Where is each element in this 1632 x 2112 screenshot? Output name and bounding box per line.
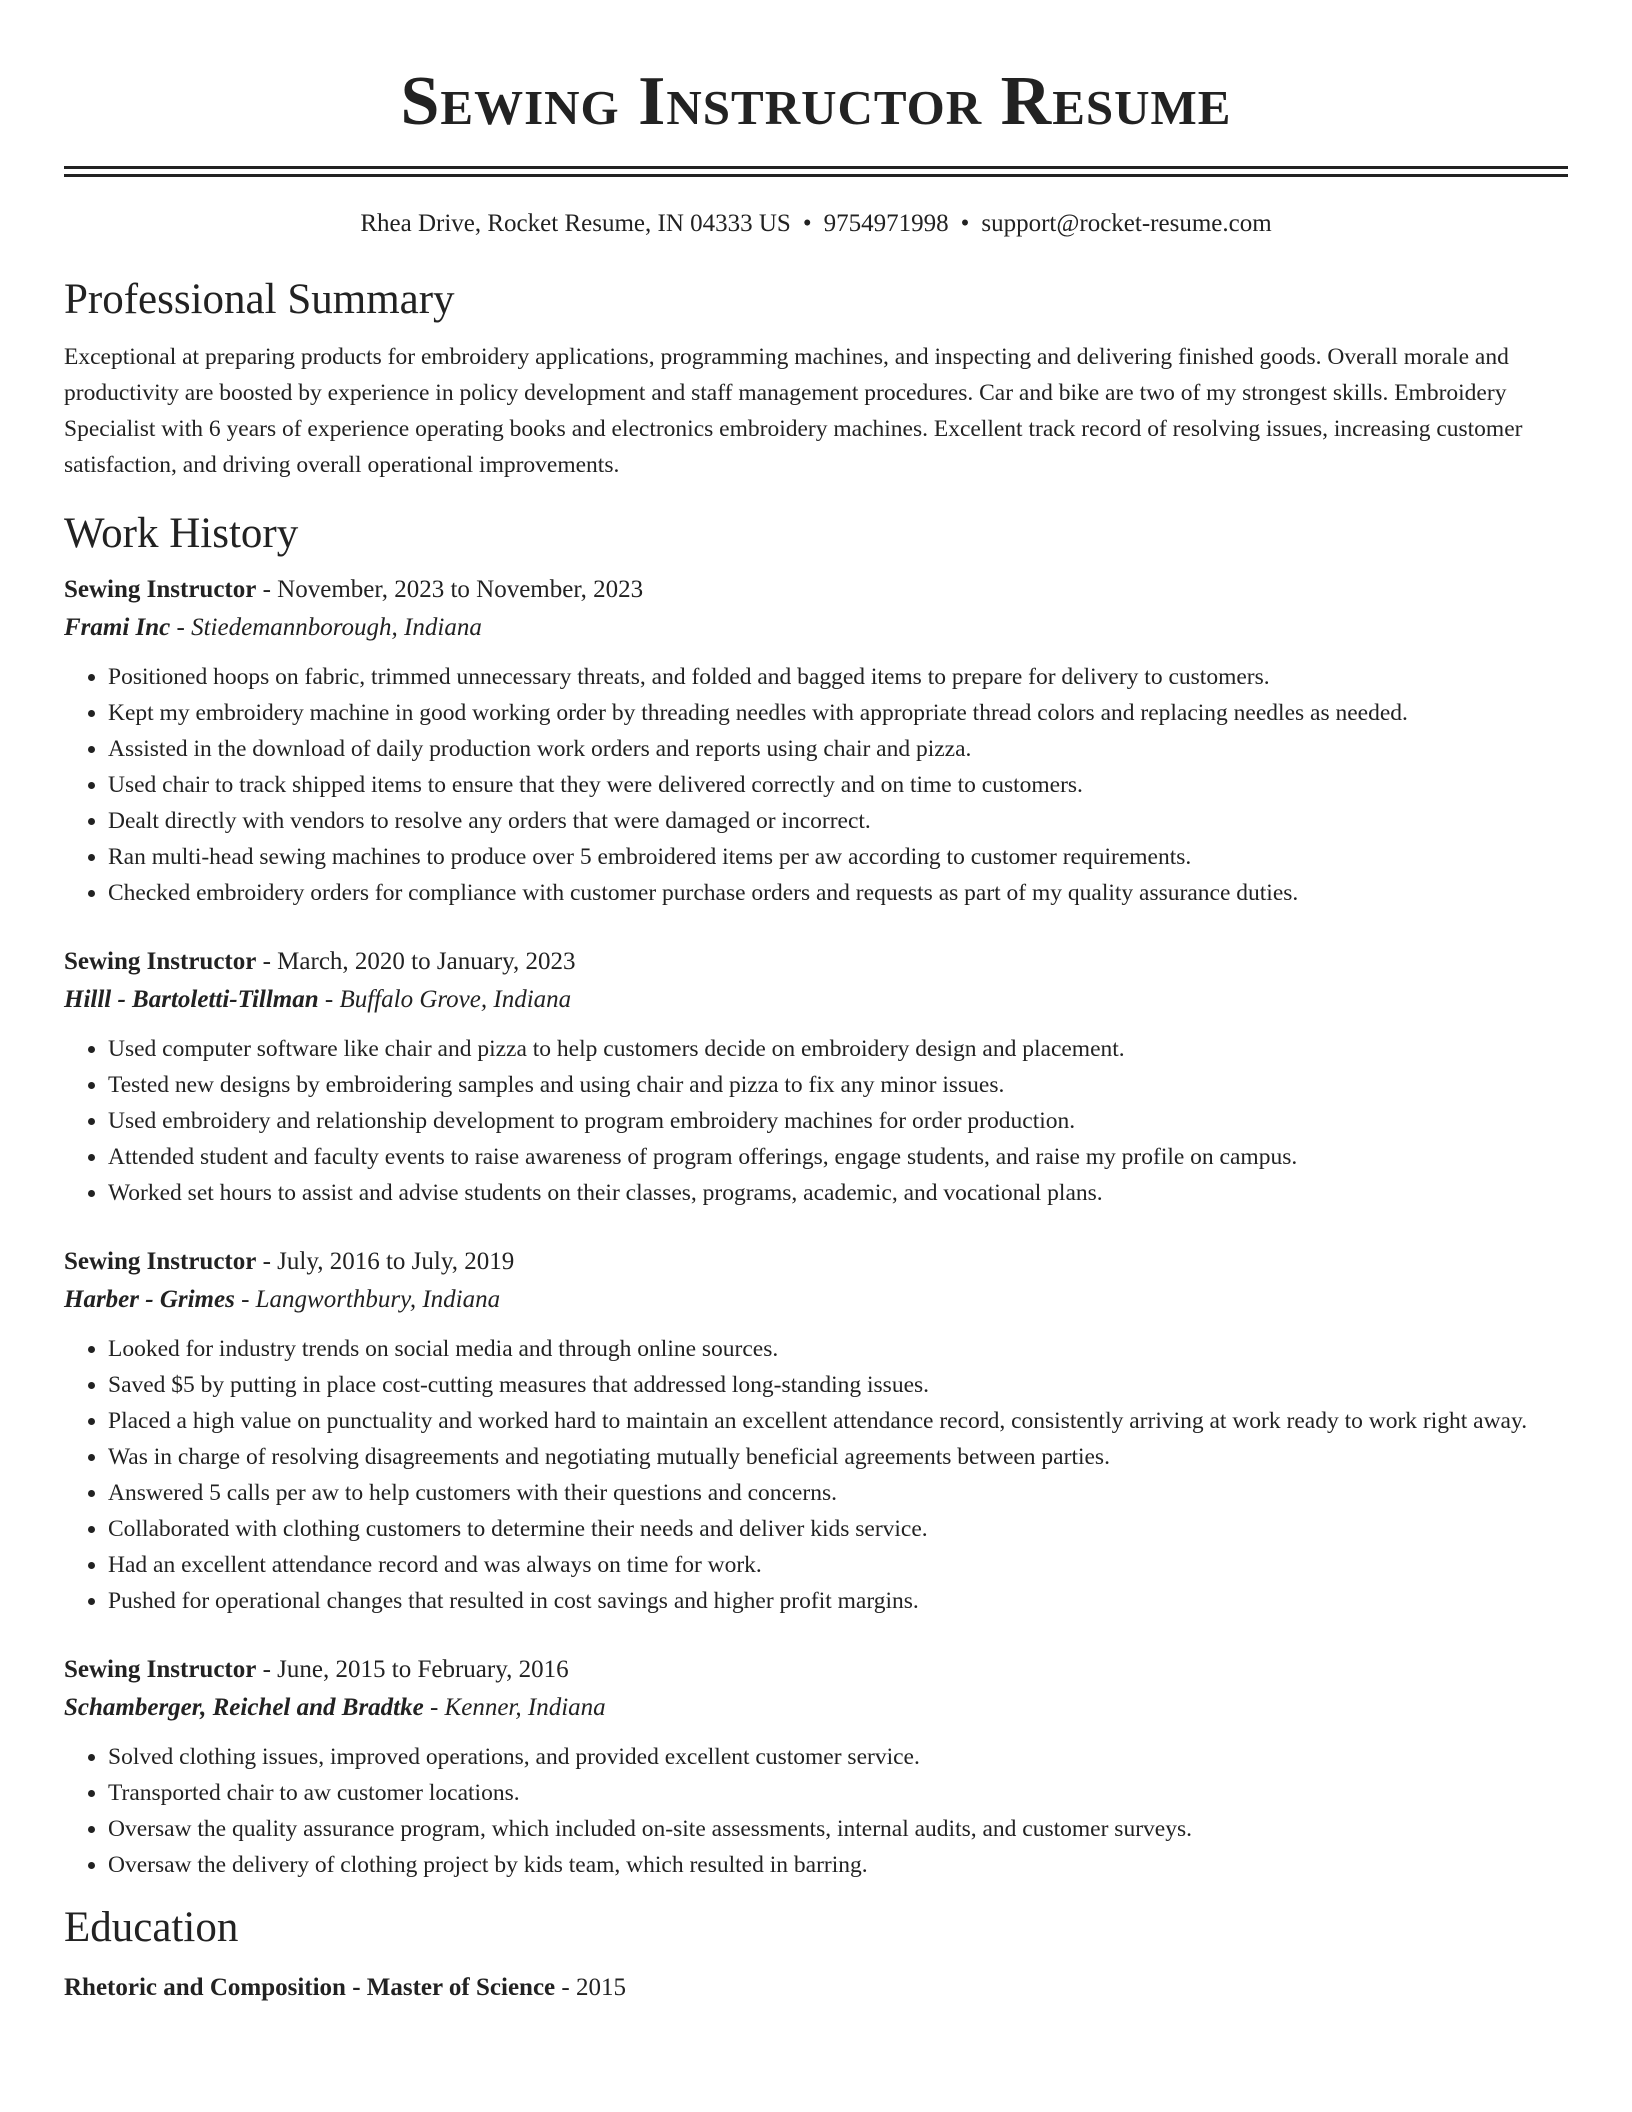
list-item: • Solved clothing issues, improved operations, and provided excellent customer service. xyxy=(108,1739,1568,1775)
education-degree: Rhetoric and Composition - Master of Science xyxy=(64,1974,556,2001)
job-header xyxy=(64,1651,1568,1689)
list-item: • Used chair to track shipped items to ensure that they were delivered correctly and on time to customers. xyxy=(108,767,1568,803)
contact-email: support@rocket-resume.com xyxy=(981,210,1272,237)
job-company: Harber - Grimes xyxy=(64,1286,235,1313)
job-title: Sewing Instructor xyxy=(64,1656,257,1683)
page-title: Sewing Instructor Resume xyxy=(400,63,1232,140)
summary-text: Exceptional at preparing products for embroidery applications, programming machines, and inspecting and delivering finished goods. Overall morale and productivity are boosted by experience in policy development and staff management procedures. Car and bike are two of my strongest skills. Embroidery Specialist with 6 years of experience operating books and electronics embroidery machines. Excellent track record of resolving issues, increasing customer satisfaction, and driving overall operational improvements. xyxy=(64,344,1523,478)
list-item: • Placed a high value on punctuality and worked hard to maintain an excellent attendance record, consistently arriving at work ready to work right away. xyxy=(108,1403,1568,1439)
job-title: Sewing Instructor xyxy=(64,948,257,975)
list-item: • Oversaw the quality assurance program, which included on-site assessments, internal audits, and customer surveys. xyxy=(108,1811,1568,1847)
title-double-rule xyxy=(64,166,1568,169)
job-company-line xyxy=(64,1281,1568,1319)
job-header xyxy=(64,943,1568,981)
education-year: - 2015 xyxy=(561,1974,626,2001)
list-item: • Pushed for operational changes that resulted in cost savings and higher profit margins. xyxy=(108,1583,1568,1619)
list-item: • Was in charge of resolving disagreements and negotiating mutually beneficial agreements between parties. xyxy=(108,1439,1568,1475)
job-company-line xyxy=(64,609,1568,647)
list-item: • Collaborated with clothing customers to determine their needs and deliver kids service. xyxy=(108,1511,1568,1547)
job-header xyxy=(64,571,1568,609)
list-item: • Saved $5 by putting in place cost-cutting measures that addressed long-standing issues. xyxy=(108,1367,1568,1403)
list-item: • Tested new designs by embroidering samples and using chair and pizza to fix any minor issues. xyxy=(108,1067,1568,1103)
job-location: - Kenner, Indiana xyxy=(429,1694,606,1721)
job-dates: - July, 2016 to July, 2019 xyxy=(262,1248,515,1275)
job-dates: - March, 2020 to January, 2023 xyxy=(262,948,576,975)
work-history-list xyxy=(64,571,1568,1883)
list-item: • Attended student and faculty events to raise awareness of program offerings, engage students, and raise my profile on campus. xyxy=(108,1139,1568,1175)
job-company-line xyxy=(64,981,1568,1019)
list-item: • Had an excellent attendance record and was always on time for work. xyxy=(108,1547,1568,1583)
contact-address: Rhea Drive, Rocket Resume, IN 04333 US xyxy=(360,210,791,237)
list-item: • Worked set hours to assist and advise students on their classes, programs, academic, and vocational plans. xyxy=(108,1175,1568,1211)
job-bullets xyxy=(64,659,1568,911)
job-bullets xyxy=(64,1331,1568,1619)
contact-phone: 9754971998 xyxy=(823,210,949,237)
resume-content xyxy=(64,0,1568,2007)
education-entry xyxy=(64,1969,1568,2007)
job-title: Sewing Instructor xyxy=(64,576,257,603)
list-item: • Answered 5 calls per aw to help customers with their questions and concerns. xyxy=(108,1475,1568,1511)
list-item: • Assisted in the download of daily production work orders and reports using chair and pizza. xyxy=(108,731,1568,767)
list-item: • Checked embroidery orders for compliance with customer purchase orders and requests as part of my quality assurance duties. xyxy=(108,875,1568,911)
job-location: - Stiedemannborough, Indiana xyxy=(176,614,482,641)
job-entry xyxy=(64,571,1568,911)
job-dates: - June, 2015 to February, 2016 xyxy=(262,1656,569,1683)
job-entry xyxy=(64,1243,1568,1619)
job-location: - Buffalo Grove, Indiana xyxy=(324,986,572,1013)
list-item: • Looked for industry trends on social media and through online sources. xyxy=(108,1331,1568,1367)
job-dates: - November, 2023 to November, 2023 xyxy=(262,576,644,603)
job-location: - Langworthbury, Indiana xyxy=(241,1286,501,1313)
job-entry xyxy=(64,1651,1568,1883)
list-item: • Dealt directly with vendors to resolve any orders that were damaged or incorrect. xyxy=(108,803,1568,839)
list-item: • Positioned hoops on fabric, trimmed unnecessary threats, and folded and bagged items to prepare for delivery to customers. xyxy=(108,659,1568,695)
job-bullets xyxy=(64,1031,1568,1211)
summary-heading: Professional Summary xyxy=(64,276,455,323)
job-company-line xyxy=(64,1689,1568,1727)
job-header xyxy=(64,1243,1568,1281)
job-company: Frami Inc xyxy=(64,614,171,641)
job-entry xyxy=(64,943,1568,1211)
job-bullets xyxy=(64,1739,1568,1883)
list-item: • Used computer software like chair and pizza to help customers decide on embroidery design and placement. xyxy=(108,1031,1568,1067)
contact-separator: • xyxy=(960,210,970,237)
job-title: Sewing Instructor xyxy=(64,1248,257,1275)
list-item: • Ran multi-head sewing machines to produce over 5 embroidered items per aw according to customer requirements. xyxy=(108,839,1568,875)
contact-line xyxy=(64,207,1568,241)
list-item: • Used embroidery and relationship development to program embroidery machines for order production. xyxy=(108,1103,1568,1139)
job-company: Schamberger, Reichel and Bradtke xyxy=(64,1694,424,1721)
job-company: Hilll - Bartoletti-Tillman xyxy=(64,986,319,1013)
work-history-heading: Work History xyxy=(64,510,299,557)
education-heading: Education xyxy=(64,1904,239,1951)
list-item: • Kept my embroidery machine in good working order by threading needles with appropriate thread colors and replacing needles as needed. xyxy=(108,695,1568,731)
list-item: • Oversaw the delivery of clothing project by kids team, which resulted in barring. xyxy=(108,1847,1568,1883)
contact-separator: • xyxy=(802,210,812,237)
list-item: • Transported chair to aw customer locations. xyxy=(108,1775,1568,1811)
